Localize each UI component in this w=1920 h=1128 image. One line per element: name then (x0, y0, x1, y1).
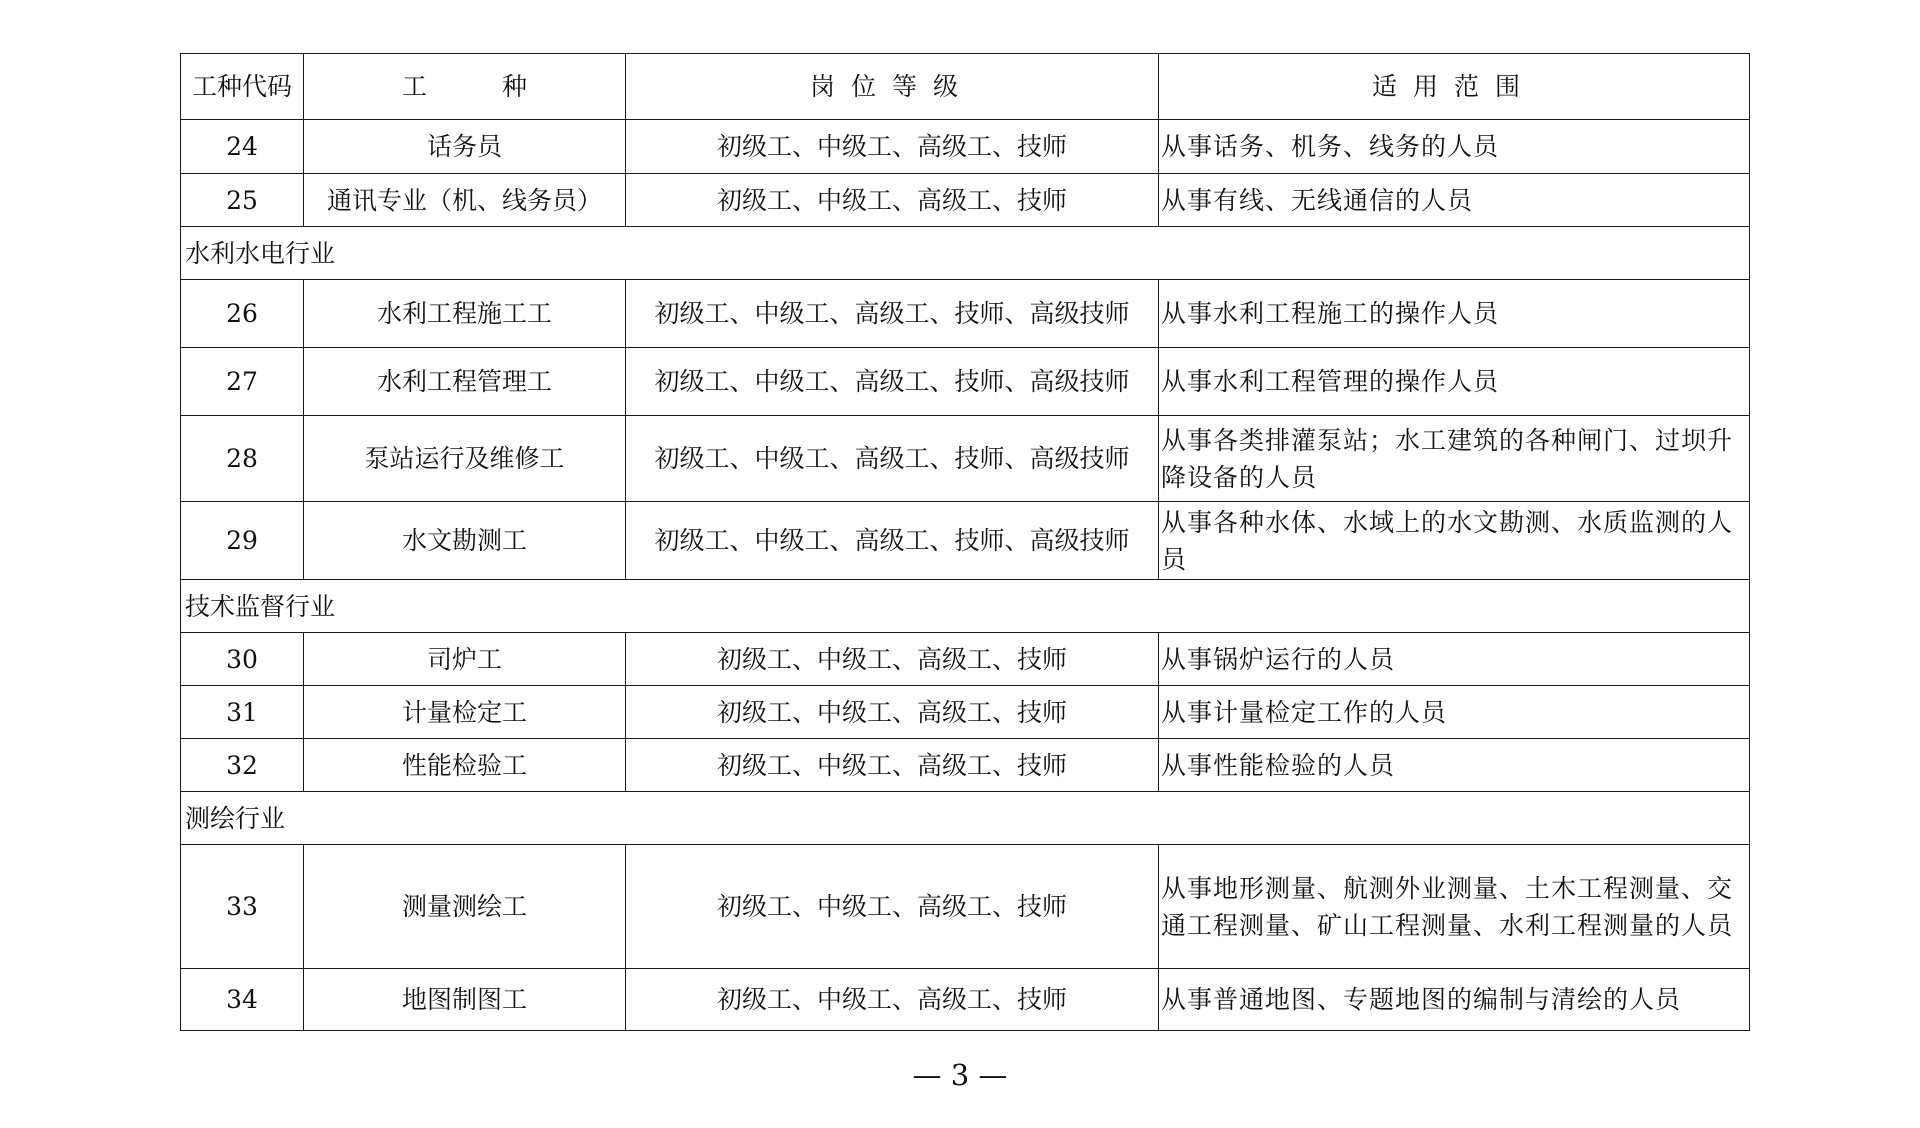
cell-scope: 从事水利工程施工的操作人员 (1159, 280, 1750, 348)
header-scope: 适用范围 (1159, 54, 1750, 120)
cell-code: 30 (181, 633, 304, 686)
table-body (181, 120, 1750, 1031)
cell-name: 水文勘测工 (304, 502, 626, 580)
cell-scope: 从事普通地图、专题地图的编制与清绘的人员 (1159, 969, 1750, 1031)
cell-name: 泵站运行及维修工 (304, 416, 626, 502)
cell-levels: 初级工、中级工、高级工、技师 (626, 686, 1159, 739)
cell-scope: 从事地形测量、航测外业测量、土木工程测量、交通工程测量、矿山工程测量、水利工程测量的人员 (1159, 845, 1750, 969)
table-row (181, 502, 1750, 580)
cell-scope: 从事性能检验的人员 (1159, 739, 1750, 792)
cell-code: 32 (181, 739, 304, 792)
cell-name: 司炉工 (304, 633, 626, 686)
section-title: 技术监督行业 (181, 580, 1750, 633)
cell-name: 水利工程施工工 (304, 280, 626, 348)
cell-code: 31 (181, 686, 304, 739)
cell-name: 地图制图工 (304, 969, 626, 1031)
cell-scope: 从事水利工程管理的操作人员 (1159, 348, 1750, 416)
section-row (181, 227, 1750, 280)
table-row (181, 348, 1750, 416)
cell-levels: 初级工、中级工、高级工、技师、高级技师 (626, 280, 1159, 348)
cell-scope: 从事各种水体、水域上的水文勘测、水质监测的人员 (1159, 502, 1750, 580)
cell-code: 33 (181, 845, 304, 969)
table-row (181, 174, 1750, 227)
cell-levels: 初级工、中级工、高级工、技师 (626, 120, 1159, 174)
cell-levels: 初级工、中级工、高级工、技师 (626, 845, 1159, 969)
cell-code: 27 (181, 348, 304, 416)
cell-scope: 从事锅炉运行的人员 (1159, 633, 1750, 686)
cell-scope: 从事计量检定工作的人员 (1159, 686, 1750, 739)
cell-name: 计量检定工 (304, 686, 626, 739)
cell-code: 24 (181, 120, 304, 174)
cell-name: 水利工程管理工 (304, 348, 626, 416)
table-row (181, 280, 1750, 348)
table-row (181, 739, 1750, 792)
table-row (181, 686, 1750, 739)
table-header-row (181, 54, 1750, 120)
table-row (181, 120, 1750, 174)
cell-levels: 初级工、中级工、高级工、技师、高级技师 (626, 348, 1159, 416)
cell-levels: 初级工、中级工、高级工、技师、高级技师 (626, 416, 1159, 502)
cell-levels: 初级工、中级工、高级工、技师 (626, 174, 1159, 227)
cell-code: 25 (181, 174, 304, 227)
cell-name: 测量测绘工 (304, 845, 626, 969)
cell-name: 性能检验工 (304, 739, 626, 792)
cell-levels: 初级工、中级工、高级工、技师、高级技师 (626, 502, 1159, 580)
cell-levels: 初级工、中级工、高级工、技师 (626, 969, 1159, 1031)
cell-levels: 初级工、中级工、高级工、技师 (626, 633, 1159, 686)
section-title: 测绘行业 (181, 792, 1750, 845)
cell-levels: 初级工、中级工、高级工、技师 (626, 739, 1159, 792)
header-name: 工 种 (304, 54, 626, 120)
cell-scope: 从事有线、无线通信的人员 (1159, 174, 1750, 227)
cell-code: 29 (181, 502, 304, 580)
section-row (181, 580, 1750, 633)
table-row (181, 845, 1750, 969)
table-row (181, 969, 1750, 1031)
table-row (181, 633, 1750, 686)
header-code: 工种代码 (181, 54, 304, 120)
table-row (181, 416, 1750, 502)
section-title: 水利水电行业 (181, 227, 1750, 280)
cell-code: 34 (181, 969, 304, 1031)
cell-code: 26 (181, 280, 304, 348)
cell-code: 28 (181, 416, 304, 502)
page-number: — 3 — (912, 1058, 1008, 1092)
header-levels: 岗位等级 (626, 54, 1159, 120)
cell-name: 通讯专业（机、线务员） (304, 174, 626, 227)
section-row (181, 792, 1750, 845)
cell-scope: 从事话务、机务、线务的人员 (1159, 120, 1750, 174)
occupation-table (180, 53, 1750, 1031)
cell-name: 话务员 (304, 120, 626, 174)
cell-scope: 从事各类排灌泵站；水工建筑的各种闸门、过坝升降设备的人员 (1159, 416, 1750, 502)
